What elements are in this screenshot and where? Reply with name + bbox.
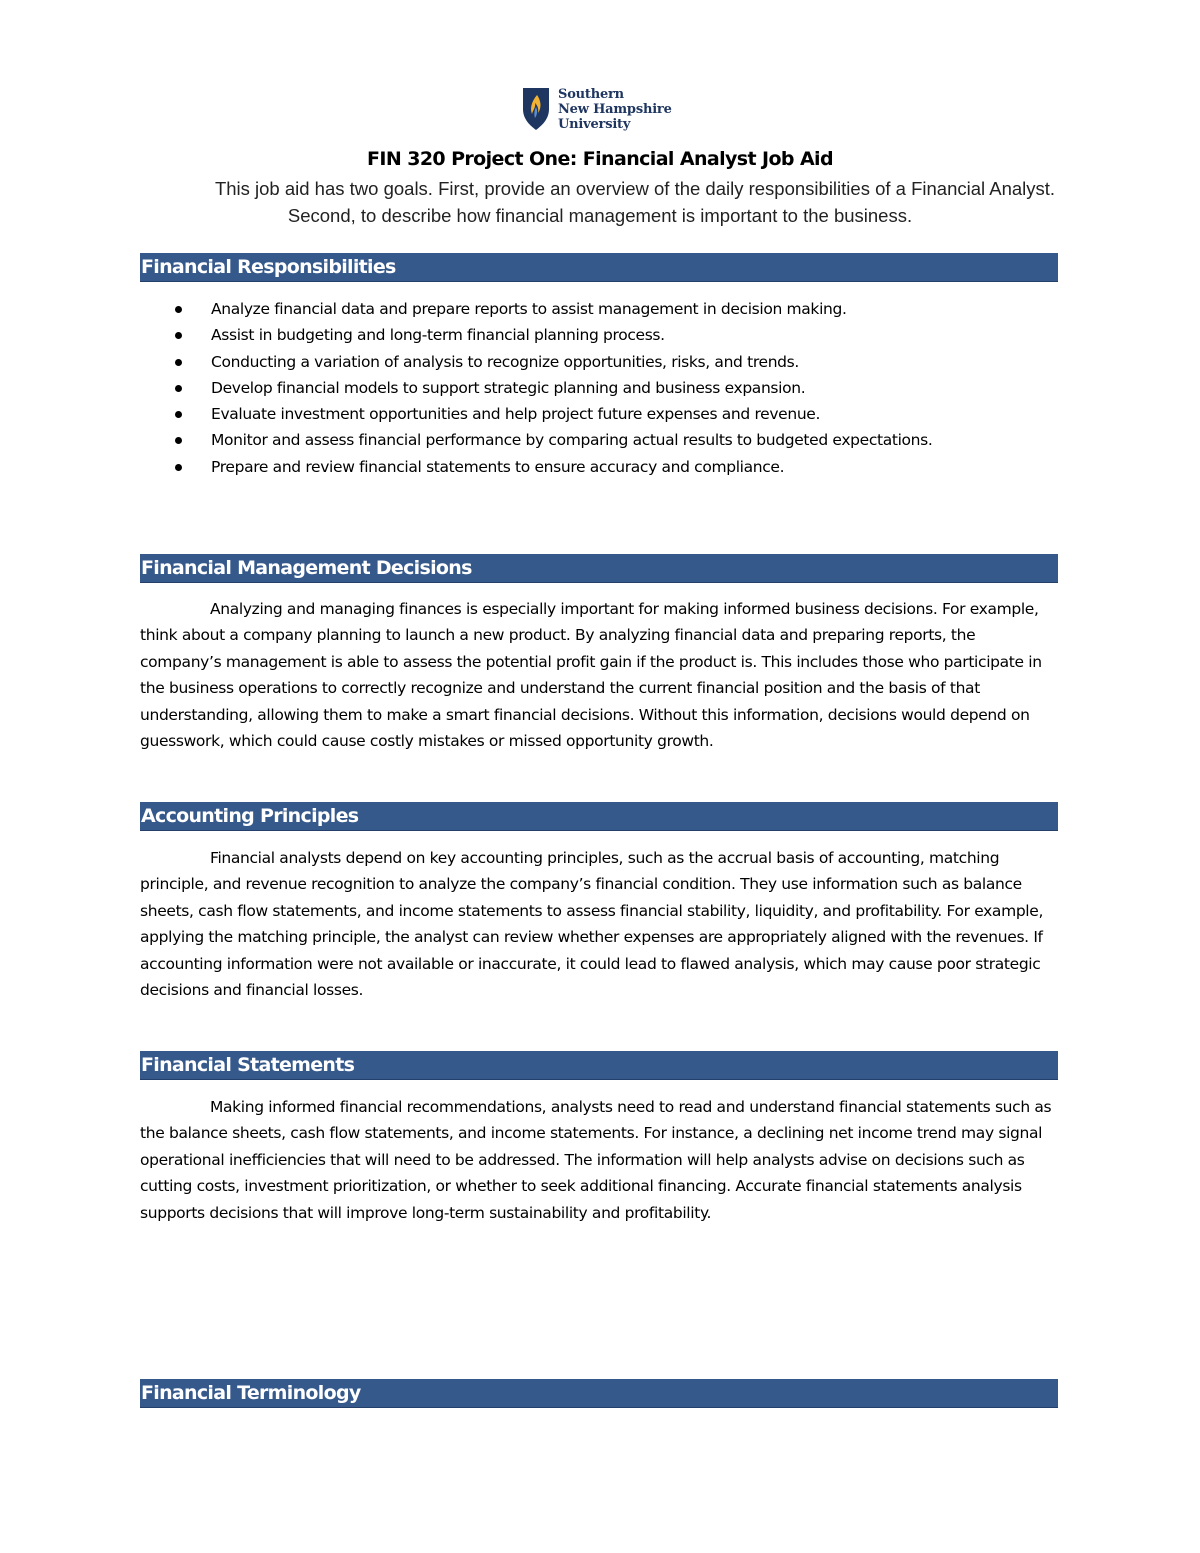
bullet-icon <box>175 306 182 313</box>
bullet-icon <box>175 359 182 366</box>
list-item <box>140 454 1060 480</box>
bullet-icon <box>175 385 182 392</box>
list-item <box>140 296 1060 322</box>
list-item-text: Develop financial models to support strategic planning and business expansion. <box>211 378 806 397</box>
list-item <box>140 401 1060 427</box>
list-item <box>140 375 1060 401</box>
statements-paragraph: Making informed financial recommendations, analysts need to read and understand financial statements such as the balance sheets, cash flow statements, and income statements. For instance, a declining net income trend may signal operational inefficiencies that will need to be addressed. The information will help analysts advise on decisions such as cutting costs, investment prioritization, or whether to seek additional financing. Accurate financial statements analysis supports decisions that will improve long-term sustainability and profitability. <box>140 1098 1052 1222</box>
management-paragraph: Analyzing and managing finances is especially important for making informed business decisions. For example, think about a company planning to launch a new product. By analyzing financial data and preparing reports, the company’s management is able to assess the potential profit gain if the product is. This includes those who participate in the business operations to correctly recognize and understand the current financial position and the basis of that understanding, allowing them to make a smart financial decisions. Without this information, decisions would depend on guesswork, which could cause costly mistakes or missed opportunity growth. <box>140 600 1042 751</box>
list-item-text: Analyze financial data and prepare reports to assist management in decision making. <box>211 300 847 318</box>
section-heading-responsibilities: Financial Responsibilities <box>140 253 1058 282</box>
list-item-text: Prepare and review financial statements to ensure accuracy and compliance. <box>211 457 785 476</box>
section-heading-accounting: Accounting Principles <box>140 802 1058 831</box>
list-item-text: Monitor and assess financial performance by comparing actual results to budgeted expectations. <box>211 431 933 450</box>
section-heading-statements: Financial Statements <box>140 1051 1058 1080</box>
responsibilities-list <box>140 296 1060 480</box>
logo-wordmark <box>558 87 672 132</box>
section-heading-management: Financial Management Decisions <box>140 554 1058 583</box>
accounting-paragraph: Financial analysts depend on key accounting principles, such as the accrual basis of accounting, matching principle, and revenue recognition to analyze the company’s financial condition. They use information such as balance sheets, cash flow statements, and income statements to assess financial stability, liquidity, and profitability. For example, applying the matching principle, the analyst can review whether expenses are appropriately aligned with the revenues. If accounting information were not available or inaccurate, it could lead to flawed analysis, which may cause poor strategic decisions and financial losses. <box>140 849 1044 1000</box>
intro-paragraph: This job aid has two goals. First, provide an overview of the daily responsibilities of a Financial Analyst. Second, to describe how financial management is important to the business. <box>214 178 1056 226</box>
list-item <box>140 427 1060 453</box>
logo-line-southern: Southern <box>558 86 624 102</box>
list-item <box>140 322 1060 348</box>
list-item <box>140 349 1060 375</box>
bullet-icon <box>175 437 182 444</box>
shield-flame-icon <box>522 87 550 131</box>
section-heading-terminology: Financial Terminology <box>140 1379 1058 1408</box>
university-logo <box>522 84 692 134</box>
list-item-text: Evaluate investment opportunities and help project future expenses and revenue. <box>211 405 821 424</box>
logo-line-new-hampshire: New Hampshire <box>558 101 672 117</box>
list-item-text: Conducting a variation of analysis to recognize opportunities, risks, and trends. <box>211 352 799 371</box>
bullet-icon <box>175 464 182 471</box>
bullet-icon <box>175 332 182 339</box>
list-item-text: Assist in budgeting and long-term financial planning process. <box>211 326 665 345</box>
bullet-icon <box>175 411 182 418</box>
logo-line-university: University <box>558 116 631 132</box>
page-title: FIN 320 Project One: Financial Analyst Job Aid <box>367 148 833 170</box>
